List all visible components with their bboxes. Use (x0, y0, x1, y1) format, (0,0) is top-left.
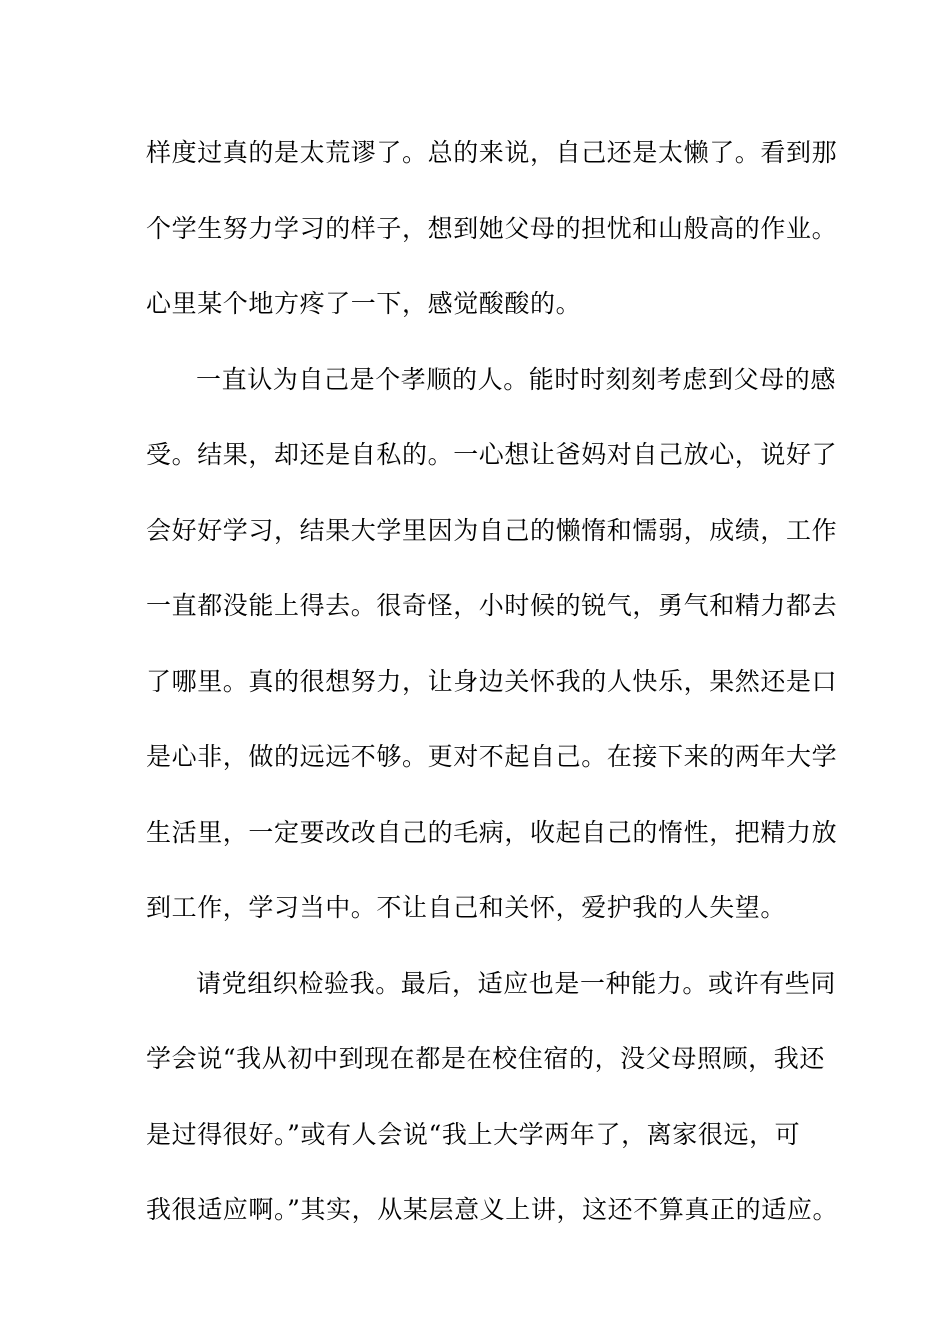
text-line: 了哪里。真的很想努力，让身边关怀我的人快乐，果然还是口 (146, 666, 838, 696)
text-line: 心里某个地方疼了一下，感觉酸酸的。 (146, 289, 582, 318)
body-text (146, 132, 839, 1265)
text-line: 受。结果，却还是自私的。一心想让爸妈对自己放心，说好了 (146, 440, 838, 469)
text-line: 是心非，做的远远不够。更对不起自己。在接下来的两年大学 (146, 742, 838, 771)
text-line: 我很适应啊。”其实，从某层意义上讲，这还不算真正的适应。 (146, 1195, 839, 1224)
text-line: 生活里，一定要改改自己的毛病，收起自己的惰性，把精力放 (146, 817, 838, 847)
text-line: 一直都没能上得去。很奇怪，小时候的锐气，勇气和精力都去 (146, 591, 838, 620)
text-line: 样度过真的是太荒谬了。总的来说，自己还是太懒了。看到那 (146, 138, 838, 167)
text-line: 个学生努力学习的样子，想到她父母的担忧和山般高的作业。 (146, 213, 838, 243)
text-line: 是过得很好。”或有人会说“我上大学两年了，离家很远，可 (146, 1119, 801, 1149)
paragraph-first-line: 请党组织检验我。最后，适应也是一种能力。或许有些同 (196, 968, 837, 998)
text-line: 会好好学习，结果大学里因为自己的懒惰和懦弱，成绩，工作 (146, 515, 838, 545)
paragraph-first-line: 一直认为自己是个孝顺的人。能时时刻刻考虑到父母的感 (196, 364, 837, 394)
text-line: 到工作，学习当中。不让自己和关怀，爱护我的人失望。 (146, 893, 787, 922)
text-line: 学会说“我从初中到现在都是在校住宿的，没父母照顾，我还 (146, 1044, 825, 1073)
